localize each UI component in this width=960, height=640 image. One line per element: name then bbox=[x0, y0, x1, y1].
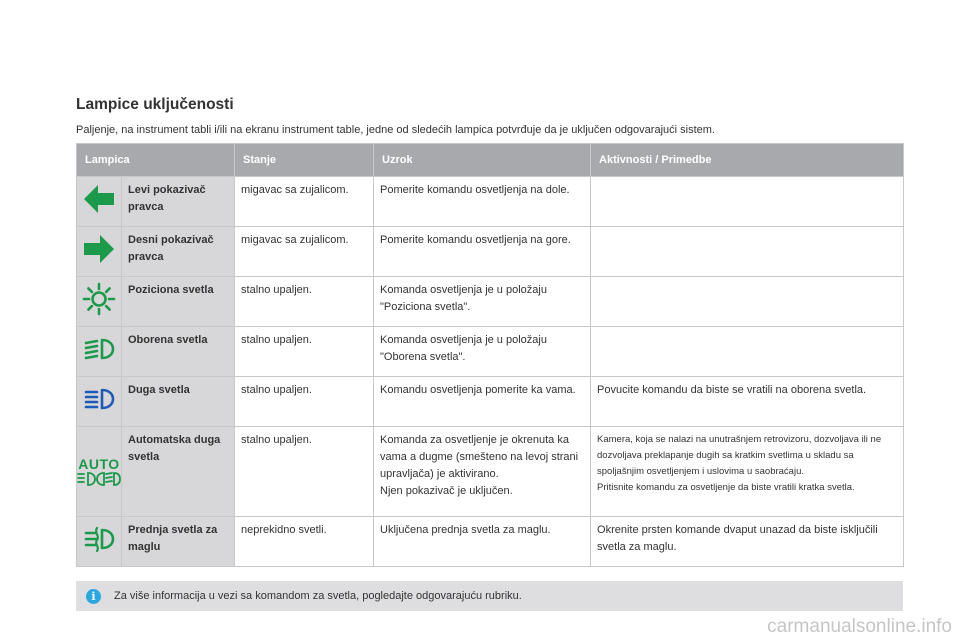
lamp-name: Prednja svetla za maglu bbox=[122, 517, 235, 567]
lamp-action: Povucite komandu da biste se vratili na oborena svetla. bbox=[591, 377, 904, 427]
lamp-cause: Komanda za osvetljenje je okrenuta ka vama a dugme (smešteno na levoj strani upravljača) je aktivirano. Njen pokazivač je uključen. bbox=[374, 427, 591, 517]
lamp-cause: Komandu osvetljenja pomerite ka vama. bbox=[374, 377, 591, 427]
sidelight-icon bbox=[82, 282, 116, 316]
lamp-state: stalno upaljen. bbox=[235, 427, 374, 517]
info-icon: i bbox=[86, 589, 101, 604]
lamp-cause: Pomerite komandu osvetljenja na gore. bbox=[374, 227, 591, 277]
icon-cell bbox=[77, 377, 122, 427]
lamp-action bbox=[591, 177, 904, 227]
page-title: Lampice uključenosti bbox=[76, 96, 234, 113]
table-header-row bbox=[77, 144, 904, 177]
header-aktivnosti: Aktivnosti / Primedbe bbox=[591, 144, 904, 177]
lamp-name: Levi pokazivač pravca bbox=[122, 177, 235, 227]
icon-cell bbox=[77, 177, 122, 227]
lamp-state: migavac sa zujalicom. bbox=[235, 227, 374, 277]
lamp-cause: Komanda osvetljenja je u položaju "Oborena svetla". bbox=[374, 327, 591, 377]
low-beam-icon bbox=[82, 332, 116, 366]
icon-cell bbox=[77, 227, 122, 277]
high-beam-icon bbox=[82, 382, 116, 416]
table-row bbox=[77, 277, 904, 327]
header-uzrok: Uzrok bbox=[374, 144, 591, 177]
lamp-name: Poziciona svetla bbox=[122, 277, 235, 327]
auto-high-beam-icon bbox=[77, 457, 121, 487]
lamp-action bbox=[591, 227, 904, 277]
auto-label: AUTO bbox=[78, 455, 120, 472]
icon-cell bbox=[77, 427, 122, 517]
icon-cell bbox=[77, 327, 122, 377]
lamp-name: Oborena svetla bbox=[122, 327, 235, 377]
table-row bbox=[77, 177, 904, 227]
lamp-cause: Pomerite komandu osvetljenja na dole. bbox=[374, 177, 591, 227]
watermark: carmanualsonline.info bbox=[767, 616, 952, 637]
intro-text: Paljenje, na instrument tabli i/ili na ekranu instrument table, jedne od sledećih lampica potvrđuje da je uključen odgovarajući sistem. bbox=[76, 124, 715, 136]
table-row bbox=[77, 517, 904, 567]
lamp-state: stalno upaljen. bbox=[235, 377, 374, 427]
indicator-table bbox=[76, 143, 904, 567]
table-row bbox=[77, 227, 904, 277]
lamp-name: Duga svetla bbox=[122, 377, 235, 427]
lamp-state: neprekidno svetli. bbox=[235, 517, 374, 567]
lamp-action: Kamera, koja se nalazi na unutrašnjem retrovizoru, dozvoljava ili ne dozvoljava preklapanje dugih sa kratkim svetlima u skladu sa spoljašnjim osvetljenjem i uslovima u saobraćaju. Pritisnite komandu za osvetljenje da biste vratili kratka svetla. bbox=[591, 427, 904, 517]
info-box bbox=[76, 581, 903, 611]
lamp-action bbox=[591, 277, 904, 327]
lamp-name: Automatska duga svetla bbox=[122, 427, 235, 517]
icon-cell bbox=[77, 277, 122, 327]
table-row bbox=[77, 377, 904, 427]
lamp-action: Okrenite prsten komande dvaput unazad da biste isključili svetla za maglu. bbox=[591, 517, 904, 567]
lamp-cause: Uključena prednja svetla za maglu. bbox=[374, 517, 591, 567]
lamp-state: migavac sa zujalicom. bbox=[235, 177, 374, 227]
table-row bbox=[77, 327, 904, 377]
table-row bbox=[77, 427, 904, 517]
left-arrow-icon bbox=[82, 182, 116, 216]
header-stanje: Stanje bbox=[235, 144, 374, 177]
right-arrow-icon bbox=[82, 232, 116, 266]
lamp-action bbox=[591, 327, 904, 377]
header-lampica: Lampica bbox=[77, 144, 235, 177]
lamp-state: stalno upaljen. bbox=[235, 327, 374, 377]
info-text: Za više informacija u vezi sa komandom za svetla, pogledajte odgovarajuću rubriku. bbox=[114, 590, 522, 602]
lamp-state: stalno upaljen. bbox=[235, 277, 374, 327]
lamp-cause: Komanda osvetljenja je u položaju "Poziciona svetla". bbox=[374, 277, 591, 327]
icon-cell bbox=[77, 517, 122, 567]
front-fog-icon bbox=[82, 522, 116, 556]
lamp-name: Desni pokazivač pravca bbox=[122, 227, 235, 277]
